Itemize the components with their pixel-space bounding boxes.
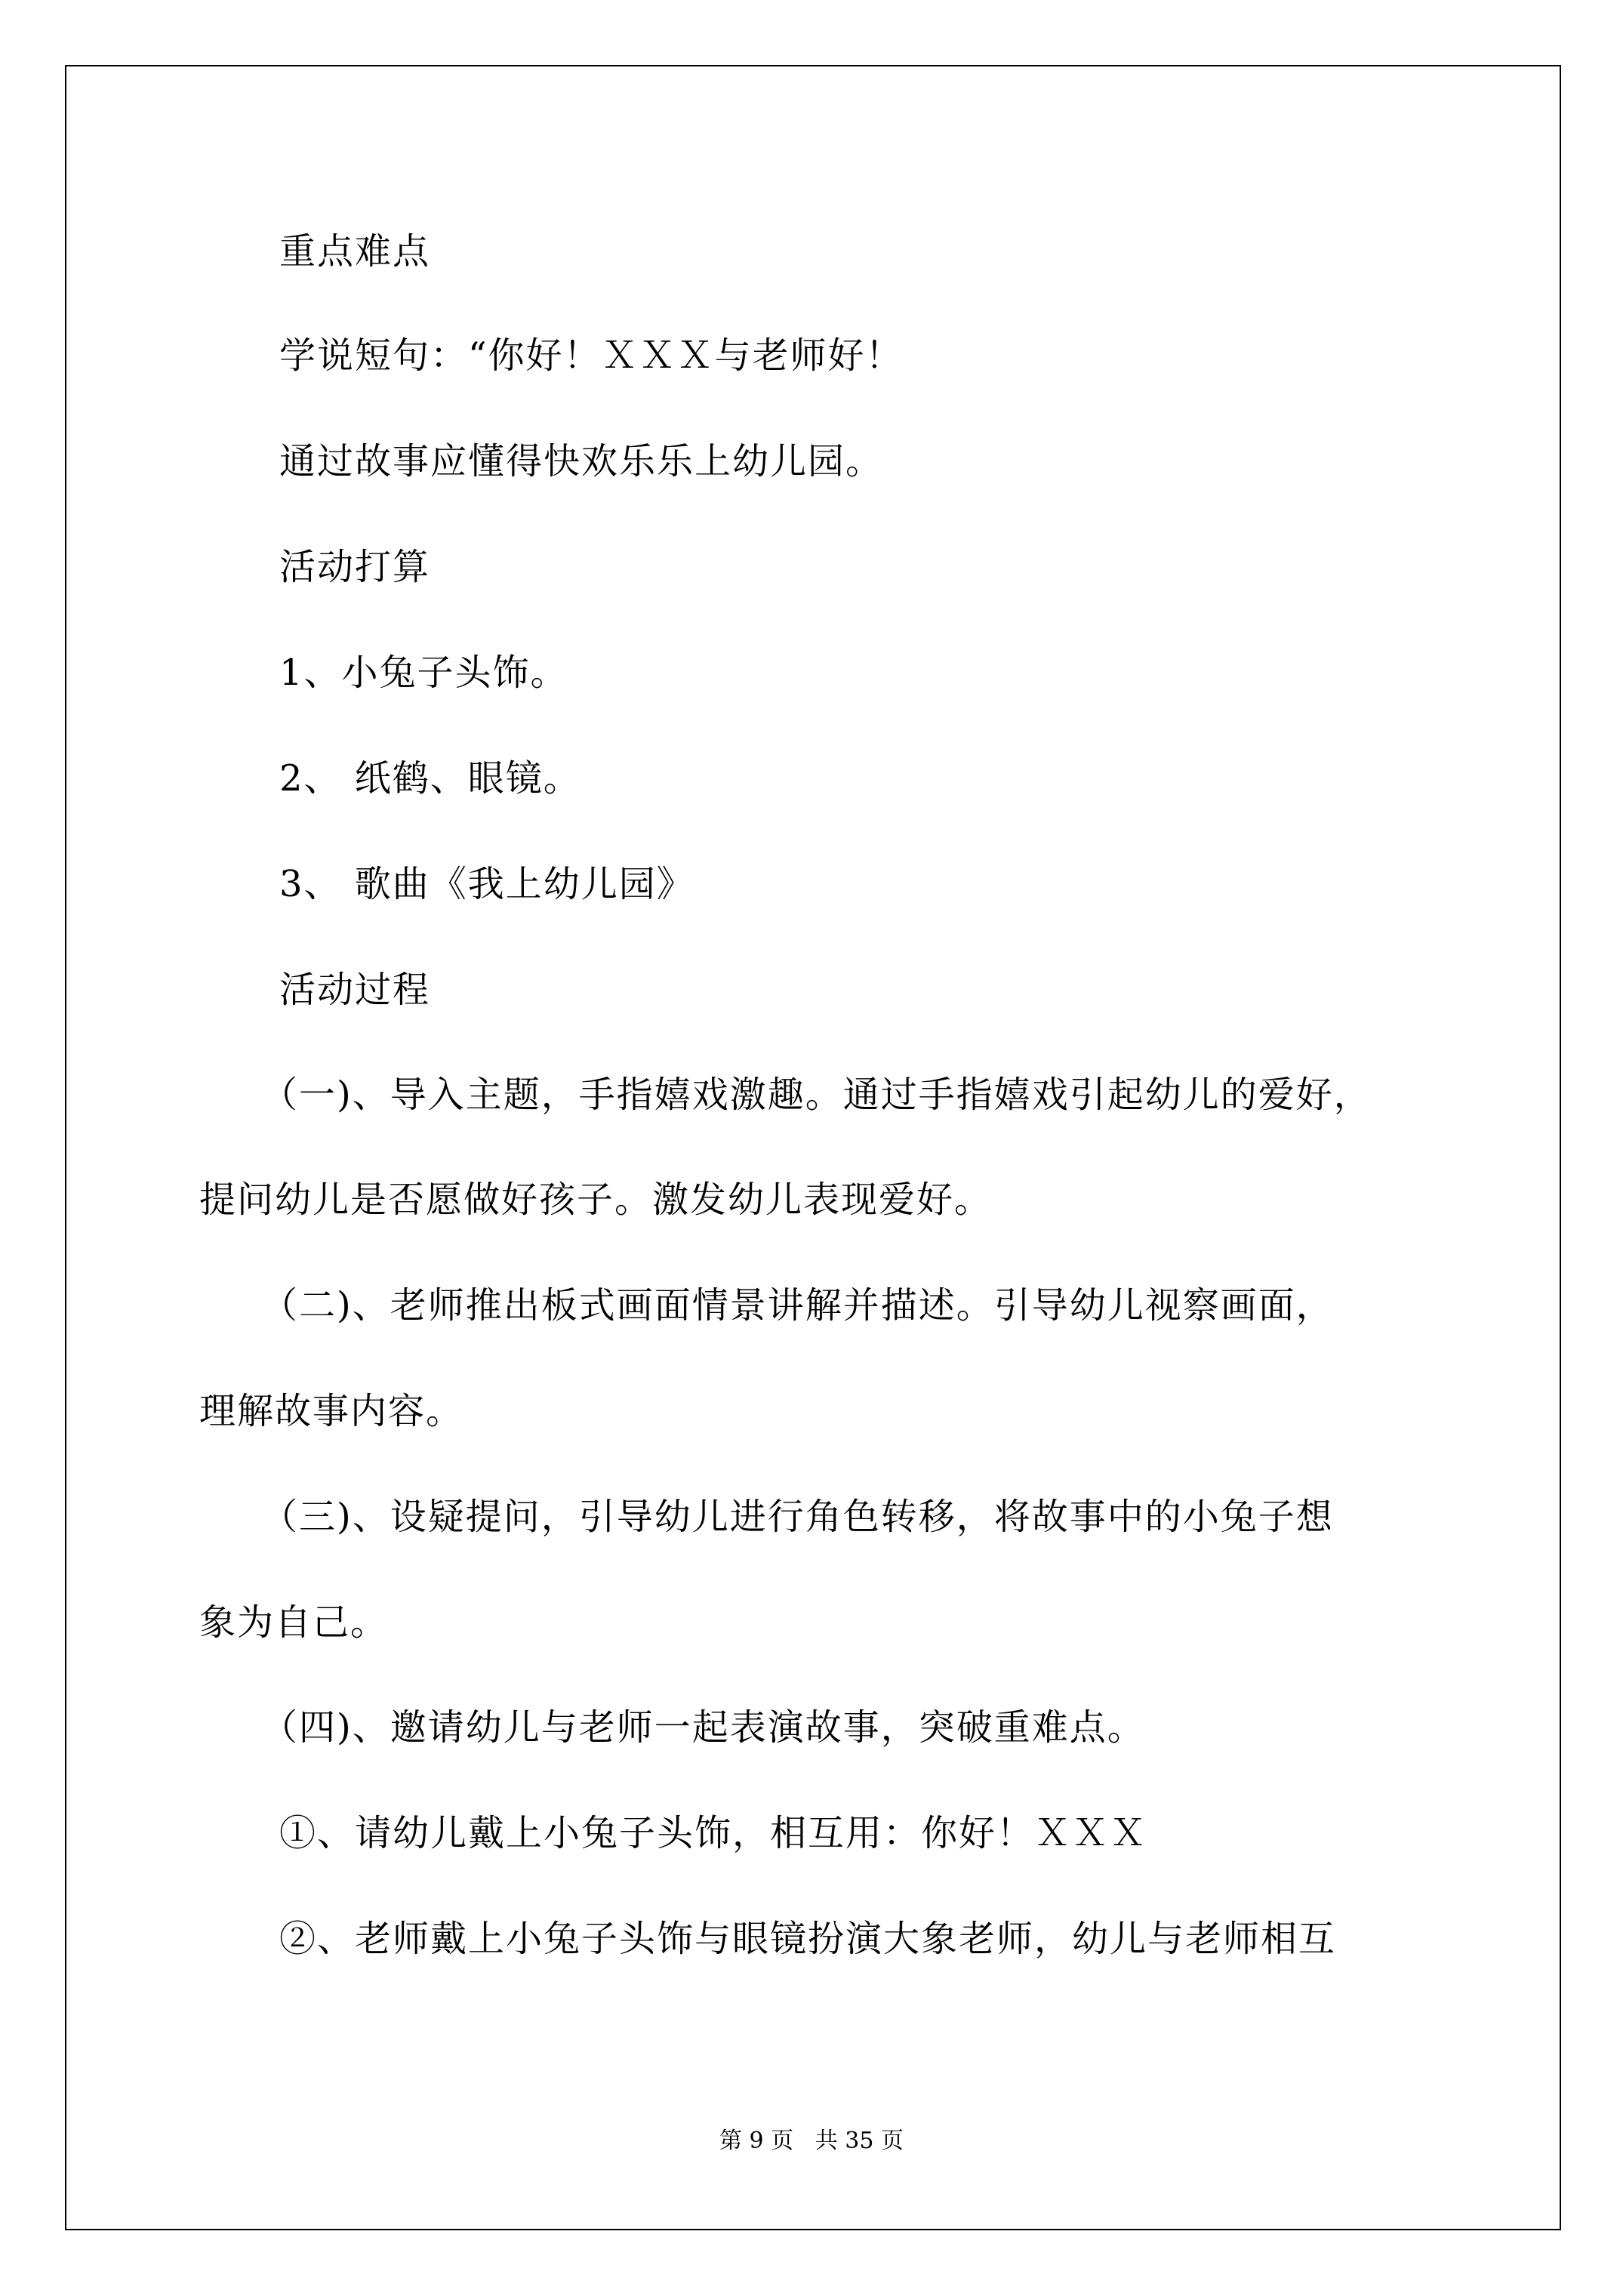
paragraph-line: 提问幼儿是否愿做好孩子。激发幼儿表现爱好。 [199, 1179, 993, 1221]
list-item: ①、请幼儿戴上小兔子头饰，相互用：你好！ＸＸＸ [279, 1812, 1148, 1854]
paragraph-line: （三)、设疑提问，引导幼儿进行角色转移，将故事中的小兔子想 [261, 1496, 1334, 1538]
text-line: 通过故事应懂得快欢乐乐上幼儿园。 [279, 440, 884, 482]
heading-activity-process: 活动过程 [279, 969, 431, 1011]
text-line: 学说短句：“你好！ＸＸＸ与老师好！ [279, 334, 904, 377]
paragraph-line: （四)、邀请幼儿与老师一起表演故事，突破重难点。 [261, 1706, 1145, 1749]
page-number-footer: 第 9 页 共 35 页 [719, 2128, 904, 2154]
paragraph-line: 象为自己。 [199, 1601, 389, 1644]
list-item: 3、 歌曲《我上幼儿园》 [279, 863, 694, 905]
list-item: 1、小兔子头饰。 [279, 652, 568, 694]
list-item: ②、老师戴上小兔子头饰与眼镜扮演大象老师，幼儿与老师相互 [279, 1918, 1337, 1960]
paragraph-line: （二)、老师推出板式画面情景讲解并描述。引导幼儿视察画面， [261, 1284, 1334, 1327]
heading-key-points: 重点难点 [279, 230, 431, 273]
paragraph-line: （一)、导入主题，手指嬉戏激趣。通过手指嬉戏引起幼儿的爱好， [261, 1074, 1372, 1116]
list-item: 2、 纸鹤、眼镜。 [279, 757, 581, 800]
heading-activity-plan: 活动打算 [279, 546, 431, 588]
paragraph-line: 理解故事内容。 [199, 1390, 464, 1432]
